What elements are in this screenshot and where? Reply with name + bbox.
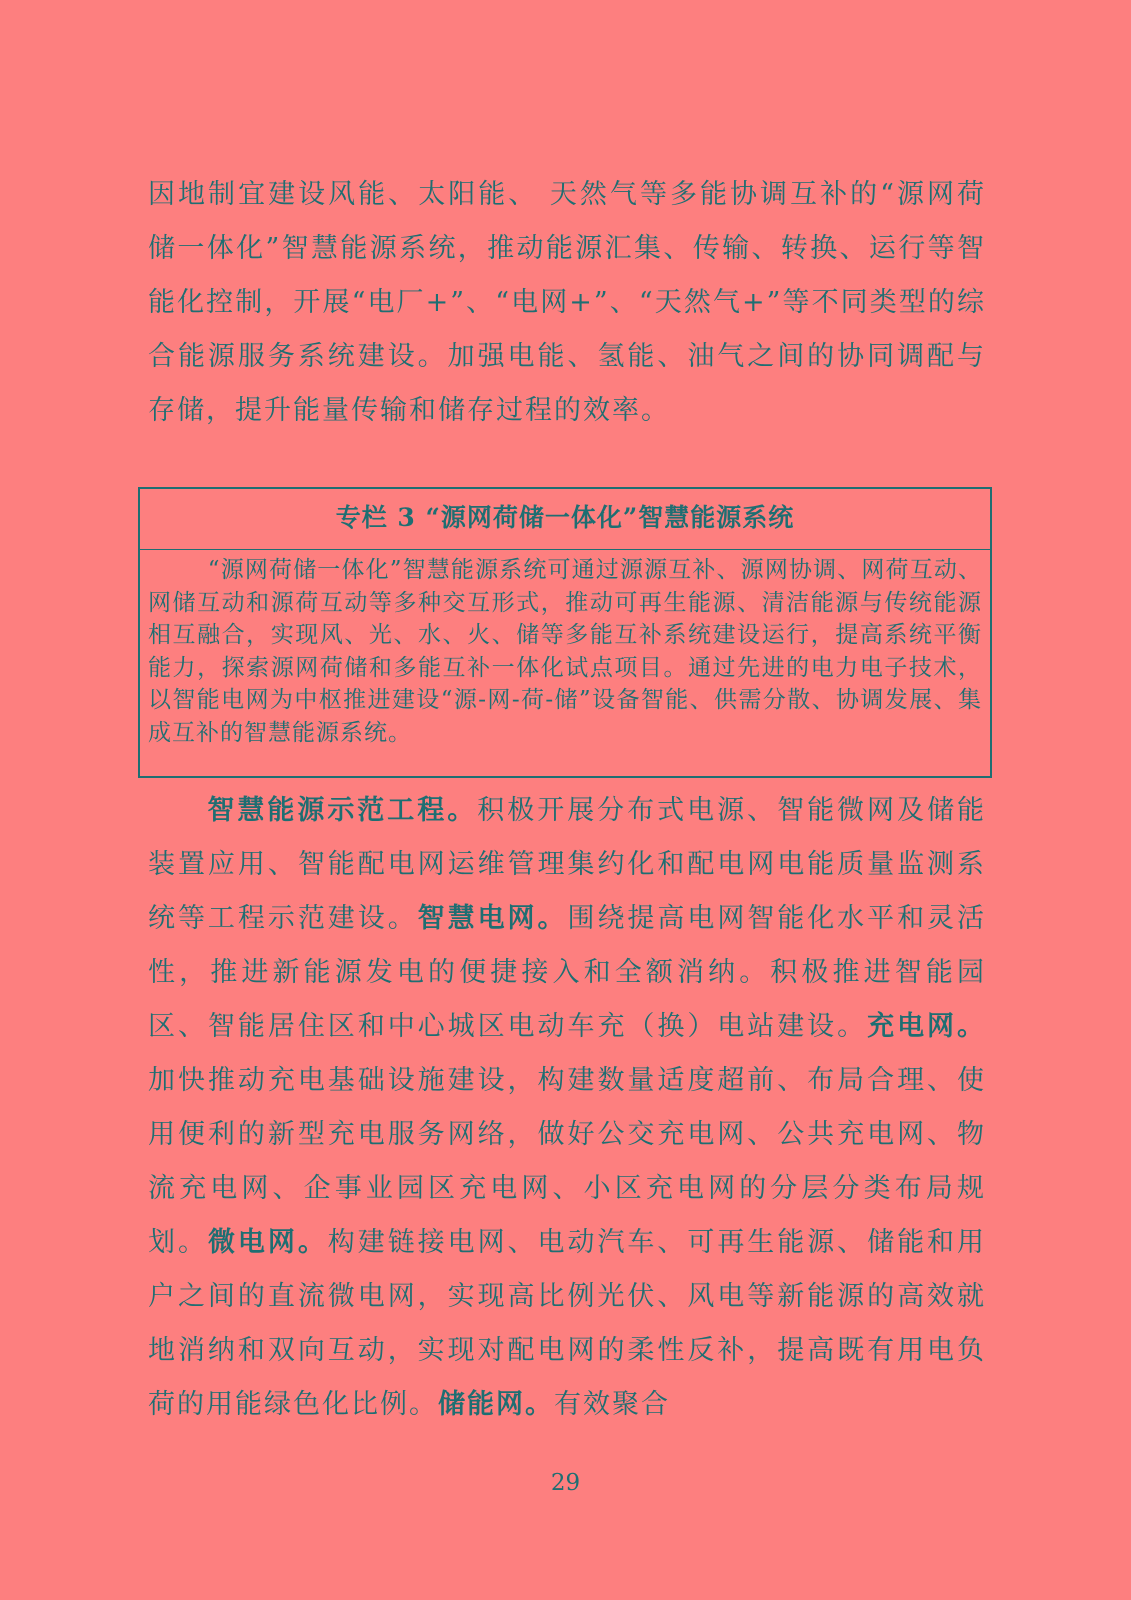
column-box-title: 专栏 3 “源网荷储一体化”智慧能源系统 bbox=[140, 489, 990, 550]
heading-storage-network: 储能网。 bbox=[438, 1389, 554, 1420]
column-box-body: “源网荷储一体化”智慧能源系统可通过源源互补、源网协调、网荷互动、网储互动和源荷互动等多种交互形式，推动可再生能源、清洁能源与传统能源相互融合，实现风、光、水、火、储等多能互补系统建设运行，提高系统平衡能力，探索源网荷储和多能互补一体化试点项目。通过先进的电力电子技术，以智能电网为中枢推进建设“源-网-荷-储”设备智能、供需分散、协调发展、集成互补的智慧能源系统。 bbox=[148, 557, 982, 746]
column-box bbox=[138, 487, 992, 778]
text-smart-grid: 围绕提高电网智能化水平和灵活性，推进新能源发电的便捷接入和全额消纳。积极推进智能园区、智能居住区和中心城区电动车充（换）电站建设。 bbox=[148, 903, 987, 1042]
page-number: 29 bbox=[550, 1470, 581, 1496]
main-paragraph bbox=[148, 784, 986, 1432]
intro-paragraph bbox=[148, 168, 986, 438]
text-charging-network: 加快推动充电基础设施建设，构建数量适度超前、布局合理、使用便利的新型充电服务网络，做好公交充电网、公共充电网、物流充电网、企事业园区充电网、小区充电网的分层分类布局规划。 bbox=[148, 1065, 986, 1258]
heading-charging-network: 充电网。 bbox=[867, 1011, 987, 1042]
heading-demo-project: 智慧能源示范工程。 bbox=[207, 795, 478, 826]
heading-smart-grid: 智慧电网。 bbox=[417, 903, 568, 934]
text-microgrid: 构建链接电网、电动汽车、可再生能源、储能和用户之间的直流微电网，实现高比例光伏、风电等新能源的高效就地消纳和双向互动，实现对配电网的柔性反补，提高既有用电负荷的用能绿色化比例。 bbox=[148, 1227, 987, 1420]
text-storage-network: 有效聚合 bbox=[554, 1389, 670, 1420]
heading-microgrid: 微电网。 bbox=[207, 1227, 328, 1258]
text-demo-project: 积极开展分布式电源、智能微网及储能装置应用、智能配电网运维管理集约化和配电网电能质量监测系统等工程示范建设。 bbox=[148, 795, 986, 934]
intro-paragraph-text: 因地制宜建设风能、太阳能、 天然气等多能协调互补的“源网荷储一体化”智慧能源系统，推动能源汇集、传输、转换、运行等智能化控制，开展“电厂+”、“电网+”、“天然气+”等不同类型的综合能源服务系统建设。加强电能、氢能、油气之间的协同调配与存储，提升能量传输和储存过程的效率。 bbox=[148, 179, 986, 426]
